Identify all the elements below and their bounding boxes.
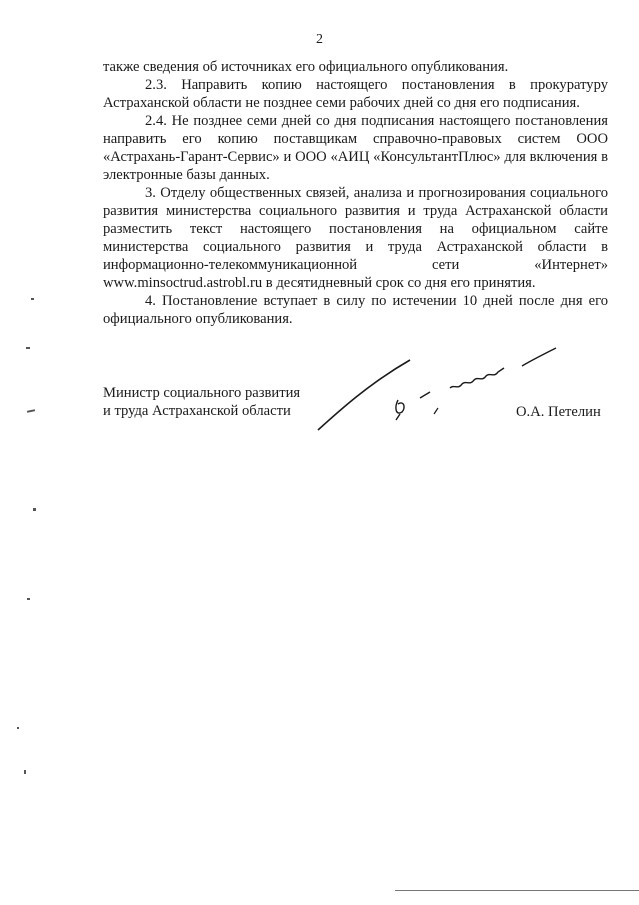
scan-mark	[27, 598, 30, 600]
signer-name: О.А. Петелин	[516, 404, 601, 420]
paragraph-2-4: 2.4. Не позднее семи дней со дня подписания настоящего постановления направить его копию поставщикам справочно-правовых систем ООО «Астрахань-Гарант-Сервис» и ООО «АИЦ «КонсультантПлюс» для включения в электронные базы данных.	[103, 113, 608, 183]
signatory-title-line1: Министр социального развития	[103, 385, 301, 401]
document-body	[103, 58, 608, 328]
paragraph-3: 3. Отделу общественных связей, анализа и прогнозирования социального развития министерства социального развития и труда Астраханской области разместить текст настоящего постановления на официальном сайте министерства социального развития и труда Астраханской области в информационно-телекоммуникационной сети «Интернет» www.minsoctrud.astrobl.ru в десятидневный срок со дня его принятия.	[103, 185, 608, 291]
scan-mark	[17, 727, 19, 729]
scan-mark	[31, 298, 34, 300]
paragraph-continuation: также сведения об источниках его официального опубликования.	[103, 59, 509, 75]
handwritten-signature	[300, 338, 570, 438]
paragraph-4: 4. Постановление вступает в силу по истечении 10 дней после дня его официального опубликования.	[103, 293, 608, 327]
scan-mark	[27, 409, 35, 413]
signatory-title-line2: и труда Астраханской области	[103, 403, 291, 419]
page-number: 2	[316, 32, 323, 47]
scan-mark	[26, 347, 30, 349]
scan-mark	[24, 770, 26, 774]
paragraph-2-3: 2.3. Направить копию настоящего постановления в прокуратуру Астраханской области не позднее семи рабочих дней со дня его подписания.	[103, 77, 608, 111]
signatory-title	[103, 384, 300, 420]
scan-mark	[33, 508, 36, 511]
bottom-edge-line	[395, 890, 639, 891]
